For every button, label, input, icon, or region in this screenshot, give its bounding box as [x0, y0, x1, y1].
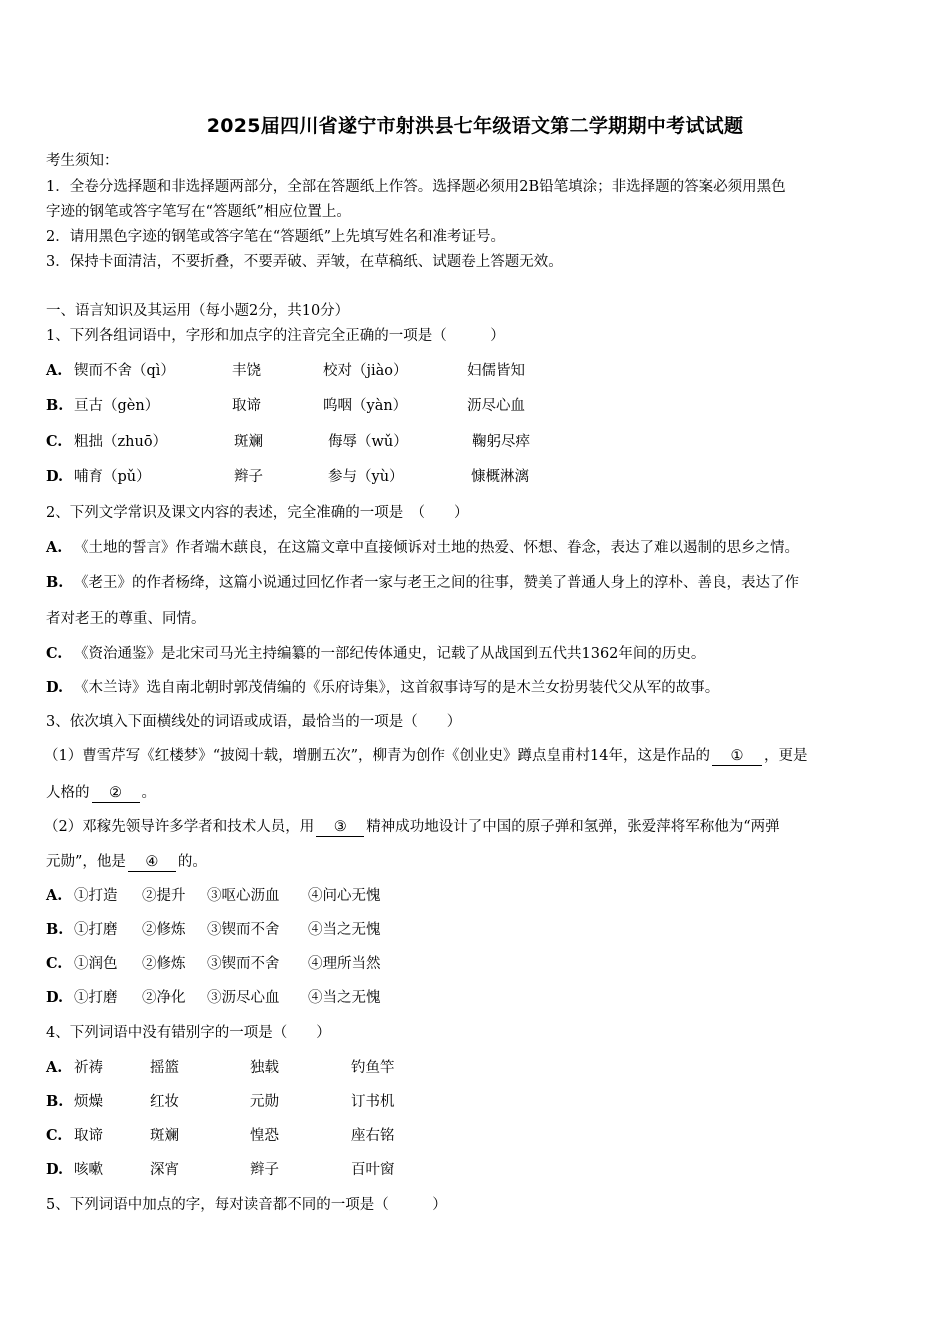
fill-blank: ③ [316, 819, 364, 837]
q1-option-d: D. 哺育（pǔ） 辫子 参与（yù） 慷概淋漓 [46, 468, 529, 485]
q3-paragraph-1: （1）曹雪芹写《红楼梦》“披阅十载，增删五次”，柳青为创作《创业史》蹲点皇甫村14年，这是作品的 ① ，更是 [44, 748, 808, 764]
q4-option-a: A. 祈祷 摇篮 独载 钓鱼竿 [46, 1059, 395, 1076]
q1-option-a: A. 锲而不舍（qì） 丰饶 校对（jiào） 妇儒皆知 [46, 362, 525, 379]
fill-blank: ① [712, 748, 762, 766]
question-4-stem: 4、下列词语中没有错别字的一项是（ ） [46, 1025, 331, 1041]
q3-paragraph-2-continuation: 元勋”，他是 ④ 的。 [46, 854, 207, 870]
q1-option-c: C. 粗拙（zhuō） 斑斓 侮辱（wǔ） 鞠躬尽瘁 [46, 433, 530, 450]
q2-option-b-continuation: 者对老王的尊重、同情。 [46, 611, 206, 627]
notice-item: 2．请用黑色字迹的钢笔或答字笔在“答题纸”上先填写姓名和准考证号。 [46, 229, 506, 245]
question-2-stem: 2、下列文学常识及课文内容的表述，完全准确的一项是 （ ） [46, 505, 469, 521]
notice-heading: 考生须知： [46, 153, 119, 169]
question-5-stem: 5、下列词语中加点的字，每对读音都不同的一项是（ ） [46, 1197, 447, 1213]
q4-option-b: B. 烦燥 红妆 元勋 订书机 [46, 1093, 395, 1110]
notice-item: 3．保持卡面清洁，不要折叠，不要弄破、弄皱，在草稿纸、试题卷上答题无效。 [46, 254, 563, 270]
section-heading: 一、语言知识及其运用（每小题2分，共10分） [46, 303, 350, 319]
fill-blank: ② [92, 785, 140, 803]
q3-option-d: D. ①打磨 ②净化 ③沥尽心血 ④当之无愧 [46, 989, 381, 1006]
notice-item: 1．全卷分选择题和非选择题两部分，全部在答题纸上作答。选择题必须用2B铅笔填涂；非选择题的答案必须用黑色 [46, 179, 786, 195]
question-1-stem: 1、下列各组词语中，字形和加点字的注音完全正确的一项是（ ） [46, 328, 505, 344]
q3-option-c: C. ①润色 ②修炼 ③锲而不舍 ④理所当然 [46, 955, 381, 972]
q4-option-c: C. 取谛 斑斓 惶恐 座右铭 [46, 1127, 395, 1144]
notice-item: 字迹的钢笔或答字笔写在“答题纸”相应位置上。 [46, 204, 351, 220]
fill-blank: ④ [128, 854, 176, 872]
q2-option-a: A. 《土地的誓言》作者端木蕻良，在这篇文章中直接倾诉对土地的热爱、怀想、眷念，表达了难以遏制的思乡之情。 [46, 539, 799, 556]
page-title: 2025届四川省遂宁市射洪县七年级语文第二学期期中考试试题 [206, 115, 744, 137]
q2-option-d: D. 《木兰诗》选自南北朝时郭茂倩编的《乐府诗集》，这首叙事诗写的是木兰女扮男装代父从军的故事。 [46, 679, 720, 696]
q3-option-b: B. ①打磨 ②修炼 ③锲而不舍 ④当之无愧 [46, 921, 381, 938]
q4-option-d: D. 咳嗽 深宵 辫子 百叶窗 [46, 1161, 395, 1178]
q3-option-a: A. ①打造 ②提升 ③呕心沥血 ④问心无愧 [46, 887, 381, 904]
q2-option-c: C. 《资治通鉴》是北宋司马光主持编纂的一部纪传体通史，记载了从战国到五代共1362年间的历史。 [46, 645, 706, 662]
question-3-stem: 3、依次填入下面横线处的词语或成语，最恰当的一项是（ ） [46, 714, 462, 730]
q1-option-b: B. 亘古（gèn） 取谛 呜咽（yàn） 沥尽心血 [46, 397, 525, 414]
q3-paragraph-2: （2）邓稼先领导许多学者和技术人员，用 ③ 精神成功地设计了中国的原子弹和氢弹，张爱萍将军称他为“两弹 [44, 819, 780, 835]
q2-option-b: B. 《老王》的作者杨绛，这篇小说通过回忆作者一家与老王之间的往事，赞美了普通人身上的淳朴、善良，表达了作 [46, 574, 799, 591]
q3-paragraph-1-continuation: 人格的 ② 。 [46, 785, 156, 801]
